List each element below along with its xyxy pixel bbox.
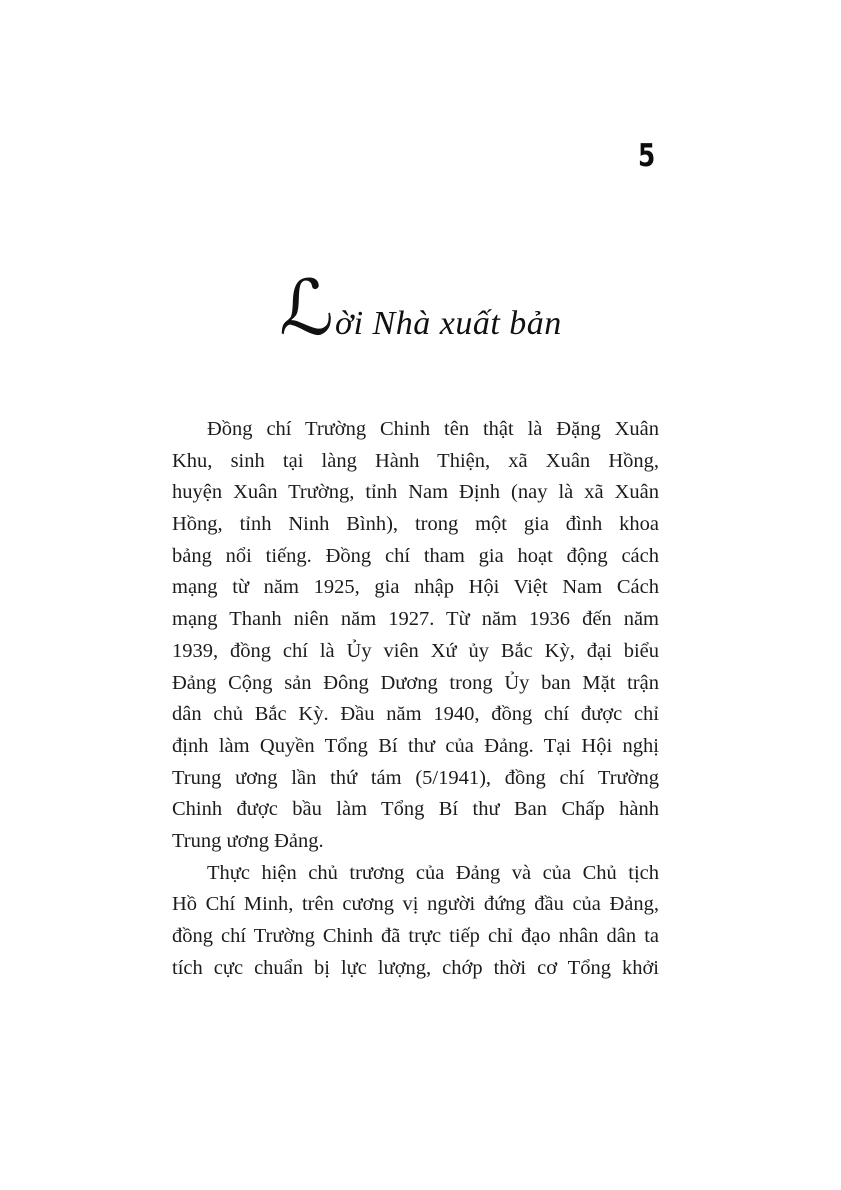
text-line: Hồ Chí Minh, trên cương vị người đứng đầu của Đảng, — [172, 893, 659, 916]
text-line: dân chủ Bắc Kỳ. Đầu năm 1940, đồng chí được chỉ — [172, 703, 659, 726]
title-text: ời Nhà xuất bản — [334, 305, 562, 342]
text-line: bảng nổi tiếng. Đồng chí tham gia hoạt động cách — [172, 544, 659, 567]
text-line: Đồng chí Trường Chinh tên thật là Đặng Xuân — [207, 418, 659, 440]
text-line: Chinh được bầu làm Tổng Bí thư Ban Chấp hành — [172, 798, 659, 821]
text-line: Trung ương lần thứ tám (5/1941), đồng chí Trường — [172, 766, 659, 789]
text-line: Thực hiện chủ trương của Đảng và của Chủ tịch — [207, 861, 659, 884]
text-line: định làm Quyền Tổng Bí thư của Đảng. Tại Hội nghị — [172, 734, 659, 757]
text-line: Khu, sinh tại làng Hành Thiện, xã Xuân Hồng, — [172, 449, 659, 472]
body-text — [172, 414, 659, 984]
text-line: tích cực chuẩn bị lực lượng, chớp thời cơ Tổng khởi — [172, 956, 659, 979]
title-drop-cap: ℒ — [279, 263, 334, 352]
text-line: đồng chí Trường Chinh đã trực tiếp chỉ đạo nhân dân ta — [172, 925, 659, 947]
text-line: Trung ương Đảng. — [172, 829, 324, 852]
text-line: 1939, đồng chí là Ủy viên Xứ ủy Bắc Kỳ, đại biểu — [172, 639, 659, 662]
text-line: Hồng, tỉnh Ninh Bình), trong một gia đình khoa — [172, 513, 659, 536]
text-line: mạng Thanh niên năm 1927. Từ năm 1936 đến năm — [172, 608, 659, 631]
text-line: mạng từ năm 1925, gia nhập Hội Việt Nam Cách — [172, 576, 659, 599]
page-title — [0, 263, 841, 352]
page-number: 5 — [638, 138, 656, 174]
text-line: huyện Xuân Trường, tỉnh Nam Định (nay là xã Xuân — [172, 481, 659, 504]
paragraph — [172, 858, 659, 985]
paragraph — [172, 414, 659, 858]
text-line: Đảng Cộng sản Đông Dương trong Ủy ban Mặt trận — [172, 671, 659, 694]
